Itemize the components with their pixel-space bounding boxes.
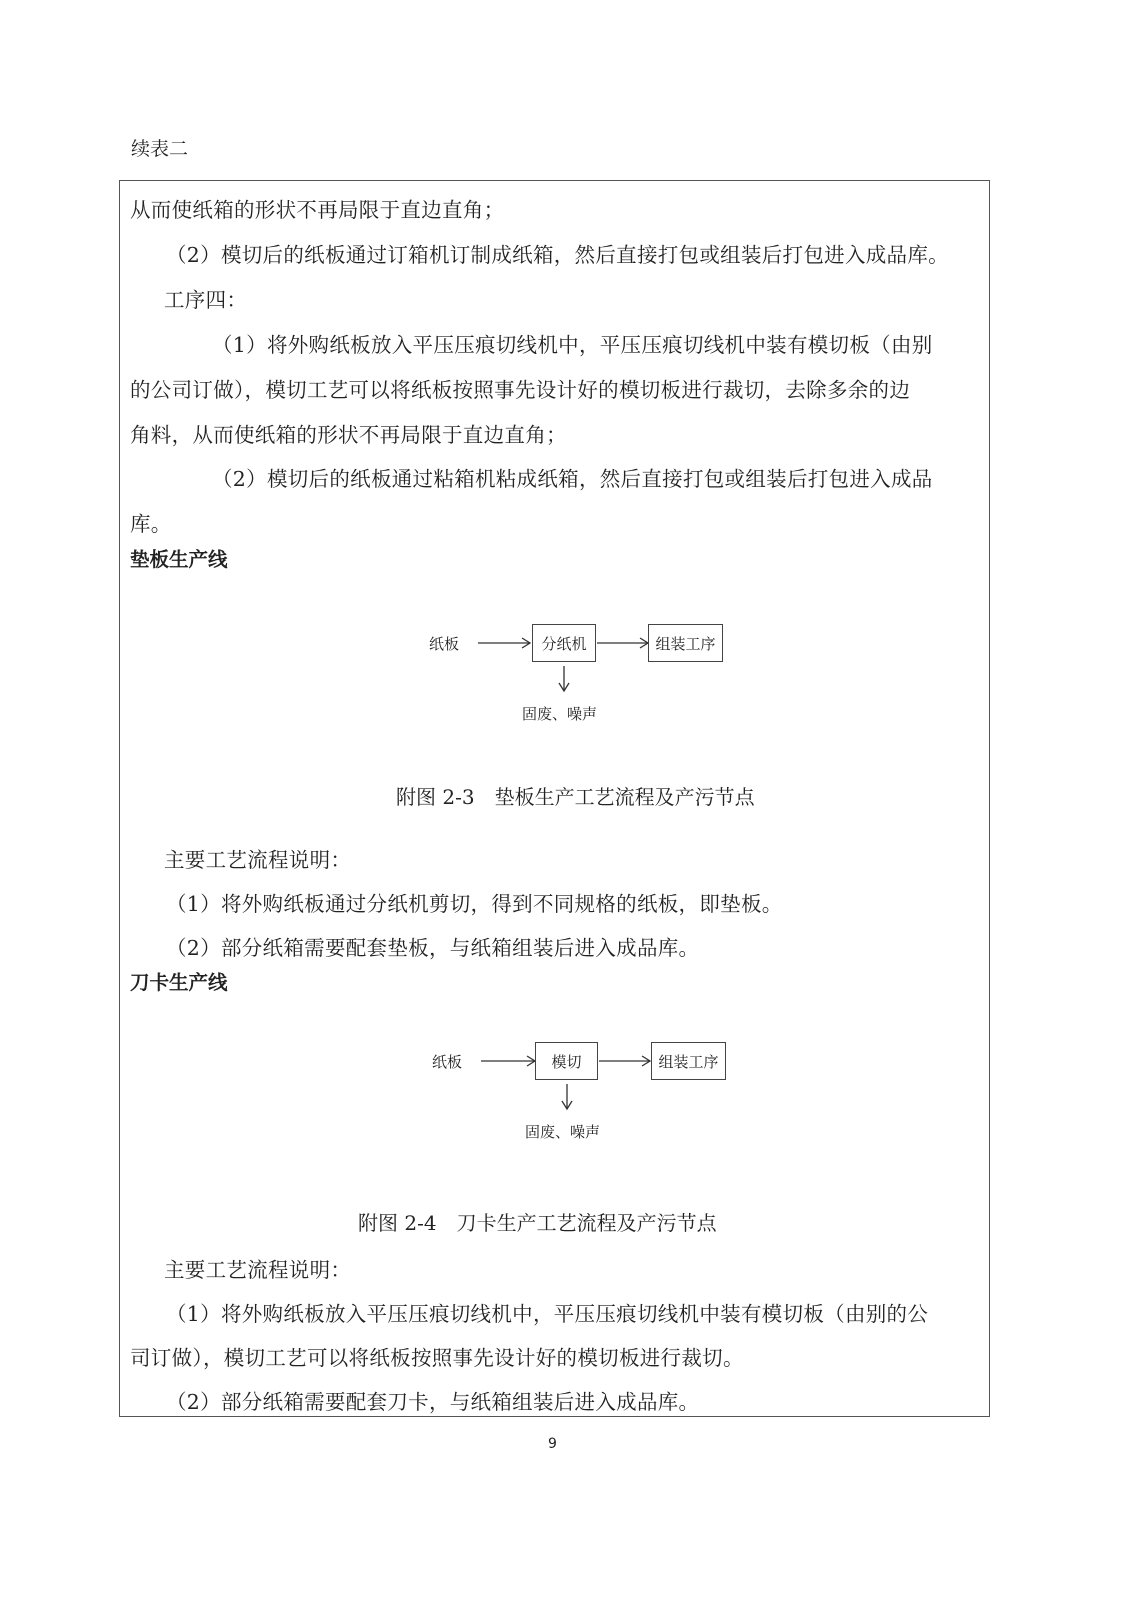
paragraph-line: 从而使纸箱的形状不再局限于直边直角； (130, 198, 505, 222)
pad-line-heading: 垫板生产线 (130, 548, 228, 571)
pad-diagram-process-box (532, 624, 596, 662)
knife-diagram-input: 纸板 (432, 1053, 463, 1071)
pad-diagram-pollutants: 固废、噪声 (522, 705, 598, 723)
paragraph-line: （2）模切后的纸板通过订箱机订制成纸箱，然后直接打包或组装后打包进入成品库。 (166, 243, 949, 267)
figure-caption-2-3: 附图 2-3 垫板生产工艺流程及产污节点 (396, 785, 755, 809)
explanation-step: （2）部分纸箱需要配套垫板，与纸箱组装后进入成品库。 (166, 936, 700, 960)
pad-diagram-input: 纸板 (429, 635, 460, 653)
explanation-step: （2）部分纸箱需要配套刀卡，与纸箱组装后进入成品库。 (166, 1390, 700, 1414)
explanation-step: （1）将外购纸板通过分纸机剪切，得到不同规格的纸板，即垫板。 (166, 892, 783, 916)
arrow-down-icon (554, 664, 574, 696)
pad-diagram-output-box (648, 624, 723, 662)
paragraph-line: （1）将外购纸板放入平压压痕切线机中，平压压痕切线机中装有模切板（由别 (212, 333, 933, 357)
process-four-label: 工序四： (164, 288, 248, 312)
arrow-right-icon (476, 633, 536, 653)
knife-diagram-output-label: 组装工序 (658, 1052, 719, 1071)
paragraph-line: 的公司订做），模切工艺可以将纸板按照事先设计好的模切板进行裁切，去除多余的边 (130, 378, 911, 402)
knife-diagram-process-box (535, 1042, 598, 1080)
explanation-title: 主要工艺流程说明： (164, 1258, 352, 1282)
paragraph-line: 库。 (130, 512, 172, 536)
explanation-step: （1）将外购纸板放入平压压痕切线机中，平压压痕切线机中装有模切板（由别的公 (166, 1302, 929, 1326)
knife-diagram-pollutants: 固废、噪声 (525, 1123, 601, 1141)
arrow-down-icon (557, 1082, 577, 1114)
page-number: 9 (548, 1436, 557, 1452)
knife-diagram-output-box (651, 1042, 726, 1080)
arrow-right-icon (479, 1051, 541, 1071)
explanation-step: 司订做），模切工艺可以将纸板按照事先设计好的模切板进行裁切。 (130, 1346, 744, 1370)
explanation-title: 主要工艺流程说明： (164, 848, 352, 872)
pad-diagram-process-label: 分纸机 (541, 634, 587, 653)
figure-caption-2-4: 附图 2-4 刀卡生产工艺流程及产污节点 (358, 1211, 717, 1235)
knife-diagram-process-label: 模切 (551, 1052, 582, 1071)
paragraph-line: （2）模切后的纸板通过粘箱机粘成纸箱，然后直接打包或组装后打包进入成品 (212, 467, 933, 491)
knife-card-line-heading: 刀卡生产线 (130, 971, 228, 994)
arrow-right-icon (598, 1051, 654, 1071)
pad-diagram-output-label: 组装工序 (655, 634, 716, 653)
arrow-right-icon (596, 633, 652, 653)
paragraph-line: 角料，从而使纸箱的形状不再局限于直边直角； (130, 423, 567, 447)
continued-table-label: 续表二 (131, 138, 189, 160)
